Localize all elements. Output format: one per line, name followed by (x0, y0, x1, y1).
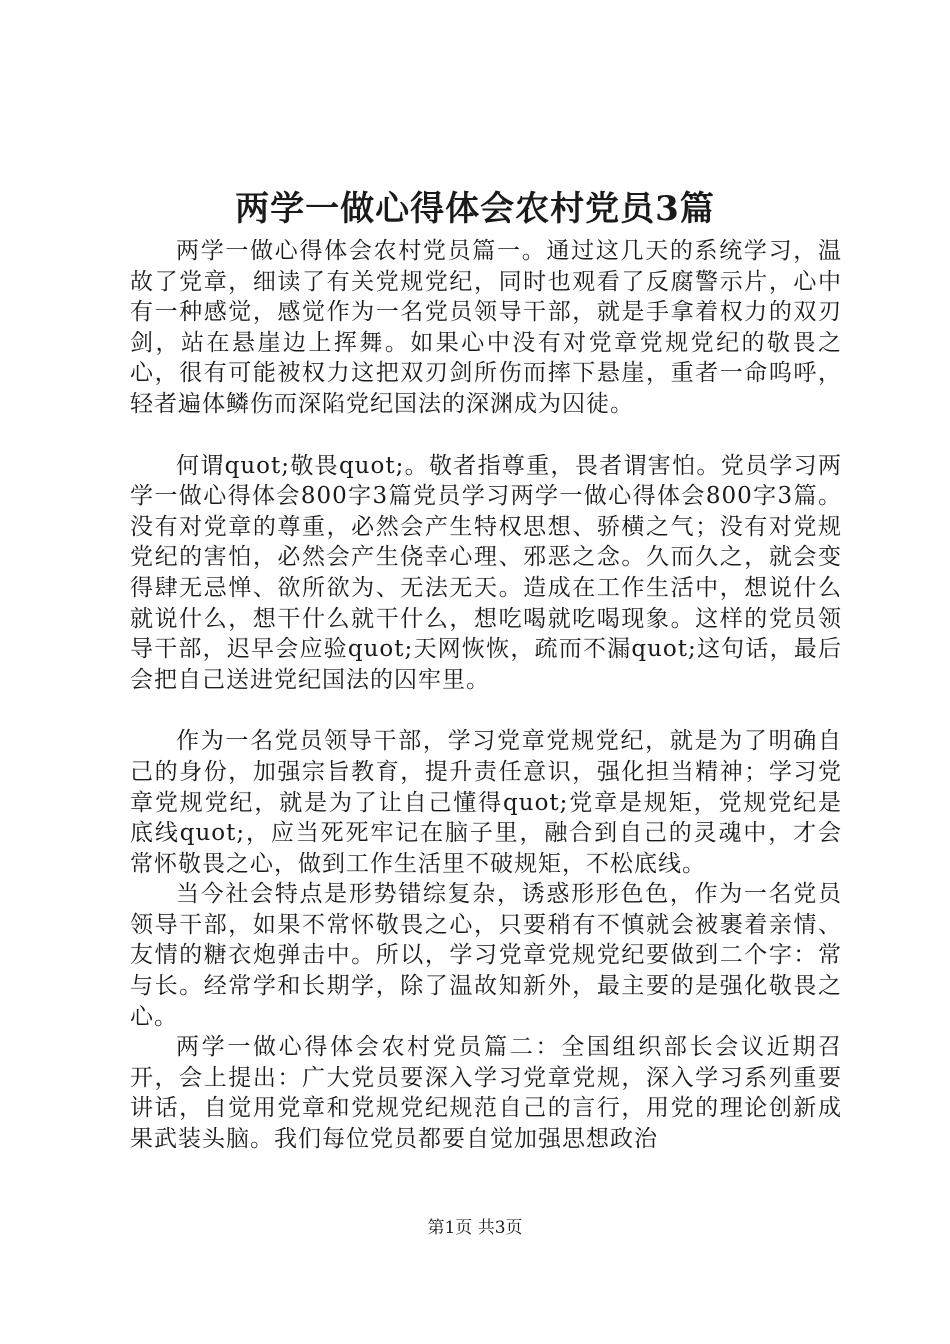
paragraph-1: 两学一做心得体会农村党员篇一。通过这几天的系统学习，温故了党章，细读了有关党规党纪，同时也观看了反腐警示片，心中有一种感觉，感觉作为一名党员领导干部，就是手拿着权力的双刃剑，站在悬崖边上挥舞。如果心中没有对党章党规党纪的敬畏之心，很有可能被权力这把双刃剑所伤而摔下悬崖，重者一命呜呼，轻者遍体鳞伤而深陷党纪国法的深渊成为囚徒。 (130, 238, 842, 417)
page-number-footer: 第1页 共3页 (427, 1218, 523, 1238)
paragraph-5: 两学一做心得体会农村党员篇二：全国组织部长会议近期召开，会上提出：广大党员要深入学习党章党规，深入学习系列重要讲话，自觉用党章和党规党纪规范自己的言行，用党的理论创新成果武装头脑。我们每位党员都要自觉加强思想政治 (130, 1034, 842, 1153)
document-title: 两学一做心得体会农村党员3篇 (235, 189, 715, 229)
paragraph-2: 何谓quot;敬畏quot;。敬者指尊重，畏者谓害怕。党员学习两学一做心得体会800字3篇党员学习两学一做心得体会800字3篇。没有对党章的尊重，必然会产生特权思想、骄横之气；没有对党规党纪的害怕，必然会产生侥幸心理、邪恶之念。久而久之，就会变得肆无忌惮、欲所欲为、无法无天。造成在工作生活中，想说什么就说什么，想干什么就干什么，想吃喝就吃喝现象。这样的党员领导干部，迟早会应验quot;天网恢恢，疏而不漏quot;这句话，最后会把自己送进党纪国法的囚牢里。 (130, 452, 842, 693)
paragraph-4: 当今社会特点是形势错综复杂，诱惑形形色色，作为一名党员领导干部，如果不常怀敬畏之心，只要稍有不慎就会被裹着亲情、友情的糖衣炮弹击中。所以，学习党章党规党纪要做到二个字：常与长。经常学和长期学，除了温故知新外，最主要的是强化敬畏之心。 (130, 881, 842, 1030)
paragraph-3: 作为一名党员领导干部，学习党章党规党纪，就是为了明确自己的身份，加强宗旨教育，提升责任意识，强化担当精神；学习党章党规党纪，就是为了让自己懂得quot;党章是规矩，党规党纪是底线quot;，应当死死牢记在脑子里，融合到自己的灵魂中，才会常怀敬畏之心，做到工作生活里不破规矩，不松底线。 (130, 728, 842, 877)
document-body (130, 236, 842, 1155)
